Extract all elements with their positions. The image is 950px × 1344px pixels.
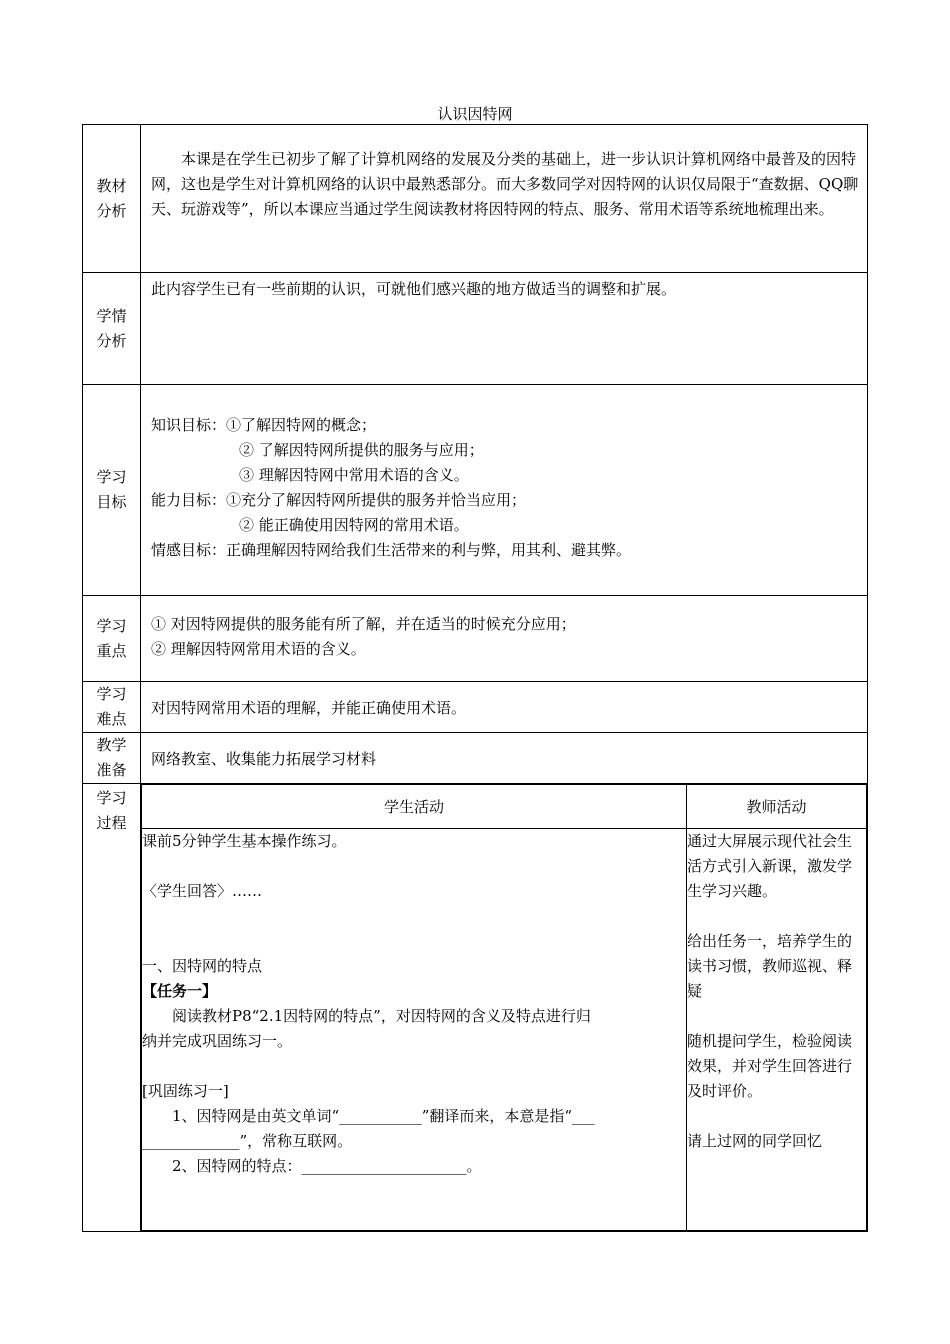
row-student-analysis <box>83 273 868 385</box>
process-table <box>141 784 867 1231</box>
row-process <box>83 784 868 1232</box>
student-activity-header: 学生活动 <box>142 785 687 829</box>
student-activity-content: 课前5分钟学生基本操作练习。 〈学生回答〉…… 一、因特网的特点 【任务一】 阅读教材P8“2.1因特网的特点”，对因特网的含义及特点进行归 纳并完成巩固练习一。 [巩固练习一] 1、因特网是由英文单词“___________”翻译而来，本意是指“___ _____________”，常称互联网。 2、因特网的特点：______________________。 <box>142 829 687 1231</box>
row-difficulty <box>83 682 868 733</box>
label-key-points: 学习 重点 <box>83 596 141 682</box>
label-student-analysis: 学情 分析 <box>83 273 141 385</box>
page-title: 认识因特网 <box>437 105 513 123</box>
process-header-row <box>142 785 867 829</box>
row-key-points <box>83 596 868 682</box>
process-body-row <box>142 829 867 1231</box>
teacher-activity-header: 教师活动 <box>687 785 867 829</box>
process-cell <box>141 784 868 1232</box>
lesson-plan-table <box>82 124 868 1232</box>
material-analysis-text: 本课是在学生已初步了解了计算机网络的发展及分类的基础上，进一步认识计算机网络中最普及的因特网，这也是学生对计算机网络的认识中最熟悉部分。而大多数同学对因特网的认识仅局限于“查数据、QQ聊天、玩游戏等”，所以本课应当通过学生阅读教材将因特网的特点、服务、常用术语等系统地梳理出来。 <box>141 125 868 273</box>
learning-goals-text: 知识目标：①了解因特网的概念； ② 了解因特网所提供的服务与应用； ③ 理解因特网中常用术语的含义。 能力目标：①充分了解因特网所提供的服务并恰当应用； ② 能正确使用因特网的常用术语。 情感目标：正确理解因特网给我们生活带来的利与弊，用其利、避其弊。 <box>141 385 868 596</box>
key-points-text: ① 对因特网提供的服务能有所了解，并在适当的时候充分应用； ② 理解因特网常用术语的含义。 <box>141 596 868 682</box>
row-preparation <box>83 733 868 784</box>
teacher-activity-content: 通过大屏展示现代社会生活方式引入新课，激发学生学习兴趣。 给出任务一，培养学生的读书习惯，教师巡视、释疑 随机提问学生，检验阅读效果，并对学生回答进行及时评价。 请上过网的同学回忆 <box>687 829 867 1231</box>
label-process: 学习 过程 <box>83 784 141 1232</box>
row-material-analysis <box>83 125 868 273</box>
row-learning-goals <box>83 385 868 596</box>
label-preparation: 教学 准备 <box>83 733 141 784</box>
difficulty-text: 对因特网常用术语的理解，并能正确使用术语。 <box>141 682 868 733</box>
label-learning-goals: 学习 目标 <box>83 385 141 596</box>
label-material-analysis: 教材 分析 <box>83 125 141 273</box>
preparation-text: 网络教室、收集能力拓展学习材料 <box>141 733 868 784</box>
student-analysis-text: 此内容学生已有一些前期的认识，可就他们感兴趣的地方做适当的调整和扩展。 <box>141 273 868 385</box>
label-difficulty: 学习 难点 <box>83 682 141 733</box>
